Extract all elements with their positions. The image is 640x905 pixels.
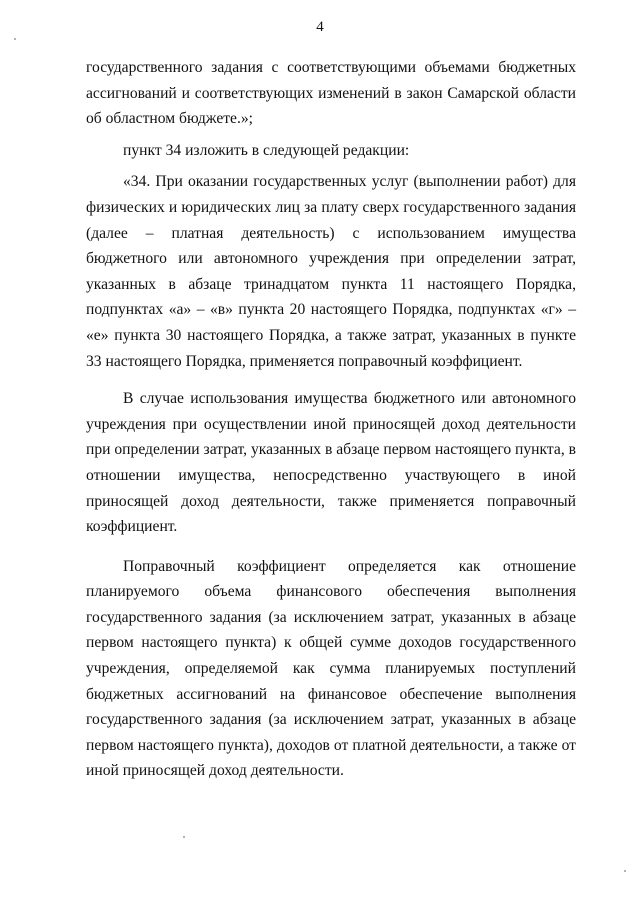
document-body (86, 55, 576, 790)
paragraph-continuation: государственного задания с соответствующими объемами бюджетных ассигнований и соответствующих изменений в закон Самарской области об областном бюджете.»; (86, 59, 576, 128)
paragraph-other-income: В случае использования имущества бюджетного или автономного учреждения при осуществлении иной приносящей доход деятельности при определении затрат, указанных в абзаце первом настоящего пункта, в отношении имущества, непосредственно участвующего в иной приносящей доход деятельности, также применяется поправочный коэффициент. (86, 390, 576, 536)
scan-speck (14, 38, 16, 40)
page-number: 4 (316, 19, 324, 35)
paragraph-instruction: пункт 34 изложить в следующей редакции: (123, 141, 410, 159)
scan-speck (183, 836, 185, 838)
paragraph-item-34: «34. При оказании государственных услуг (выполнении работ) для физических и юридических лиц за плату сверх государственного задания (далее – платная деятельность) с использованием имущества бюджетного или автономного учреждения при определении затрат, указанных в абзаце тринадцатом пункта 11 настоящего Порядка, подпунктах «а» – «в» пункта 20 настоящего Порядка, подпунктах «г» – «е» пункта 30 настоящего Порядка, а также затрат, указанных в пункте 33 настоящего Порядка, применяется поправочный коэффициент. (86, 173, 576, 370)
paragraph-coefficient-definition: Поправочный коэффициент определяется как отношение планируемого объема финансового обеспечения выполнения государственного задания (за исключением затрат, указанных в абзаце первом настоящего пункта) к общей сумме доходов государственного учреждения, определяемой как сумма планируемых поступлений бюджетных ассигнований на финансовое обеспечение выполнения государственного задания (за исключением затрат, указанных в абзаце первом настоящего пункта), доходов от платной деятельности, а также от иной приносящей доход деятельности. (86, 557, 576, 780)
scan-speck (624, 870, 626, 872)
